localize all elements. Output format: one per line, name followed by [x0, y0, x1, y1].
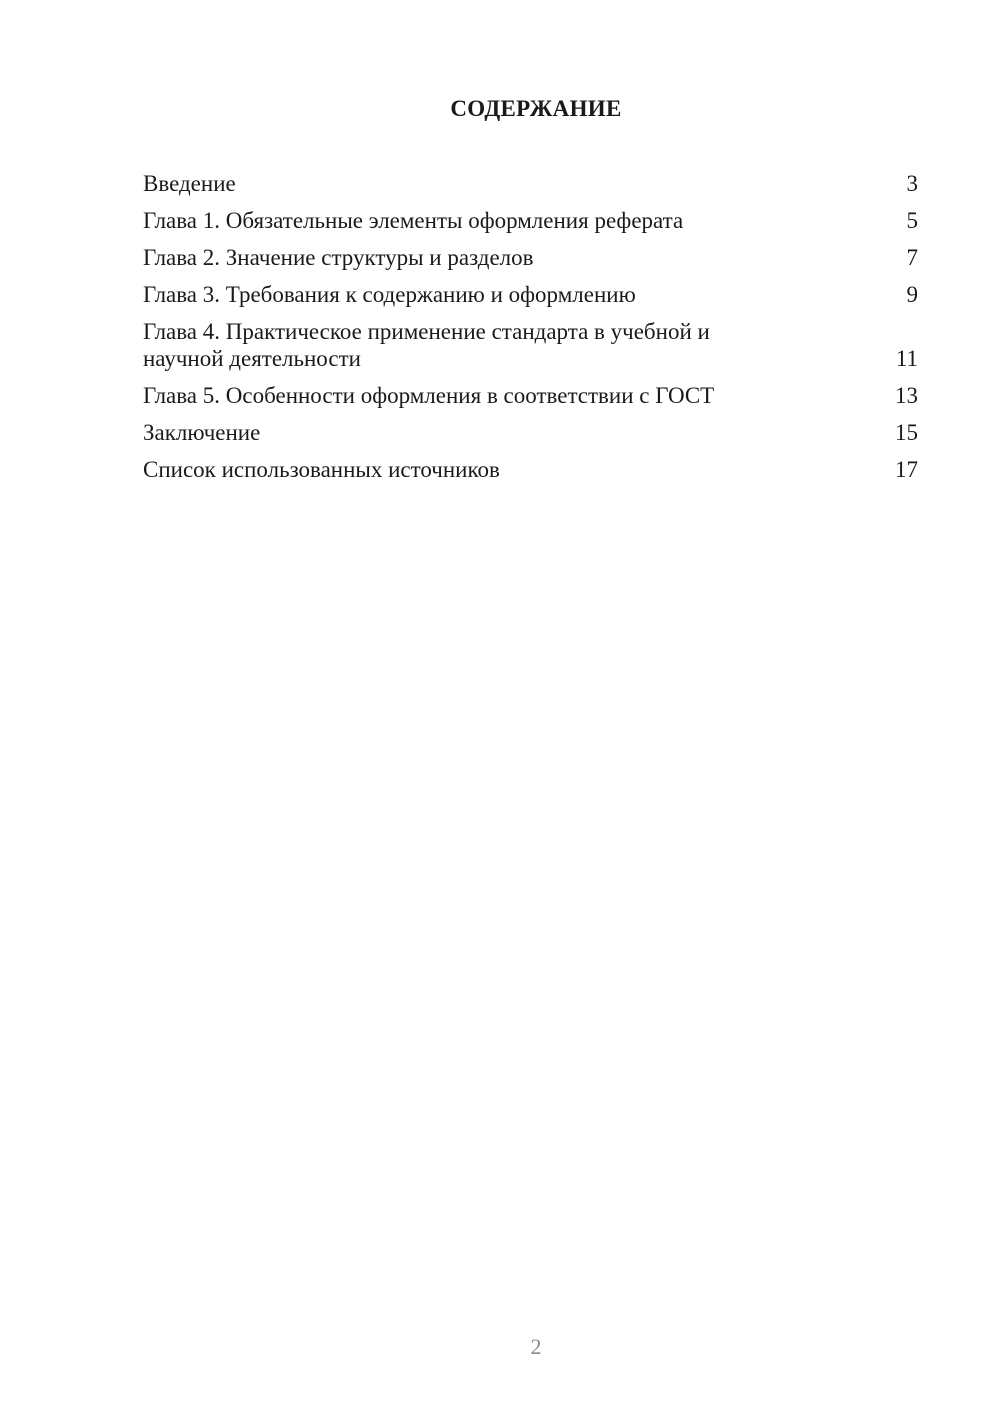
toc-entry-conclusion[interactable]: [143, 419, 918, 446]
page-number: 2: [530, 1334, 542, 1359]
toc-entry-page: 15: [895, 420, 918, 445]
toc-entry-page: 17: [895, 457, 918, 482]
toc-entry-introduction[interactable]: [143, 170, 918, 197]
toc-entry-chapter-5[interactable]: [143, 382, 918, 409]
toc-entry-chapter-4[interactable]: [143, 318, 918, 372]
toc-entry-label: Глава 2. Значение структуры и разделов: [143, 245, 534, 270]
toc-entry-page: 7: [906, 245, 918, 270]
toc-entry-page: 13: [895, 383, 918, 408]
toc-entry-page: 9: [906, 282, 918, 307]
table-of-contents: [143, 170, 918, 493]
toc-entry-page: 5: [906, 208, 918, 233]
toc-entry-label: Глава 5. Особенности оформления в соответствии с ГОСТ: [143, 383, 715, 408]
toc-entry-chapter-3[interactable]: [143, 281, 918, 308]
toc-entry-chapter-2[interactable]: [143, 244, 918, 271]
toc-entry-page: 3: [906, 171, 918, 196]
toc-entry-page: 11: [895, 346, 918, 371]
toc-entry-label: Введение: [143, 171, 236, 196]
toc-entry-label: Глава 3. Требования к содержанию и оформлению: [143, 282, 636, 307]
toc-entry-label: Заключение: [143, 420, 261, 445]
toc-entry-chapter-1[interactable]: [143, 207, 918, 234]
toc-entry-label: Глава 1. Обязательные элементы оформления реферата: [143, 208, 684, 233]
toc-entry-label: Глава 4. Практическое применение стандарта в учебной и научной деятельности: [143, 319, 710, 371]
toc-entry-label: Список использованных источников: [143, 457, 500, 482]
toc-title: СОДЕРЖАНИЕ: [450, 96, 622, 121]
toc-entry-references[interactable]: [143, 456, 918, 483]
